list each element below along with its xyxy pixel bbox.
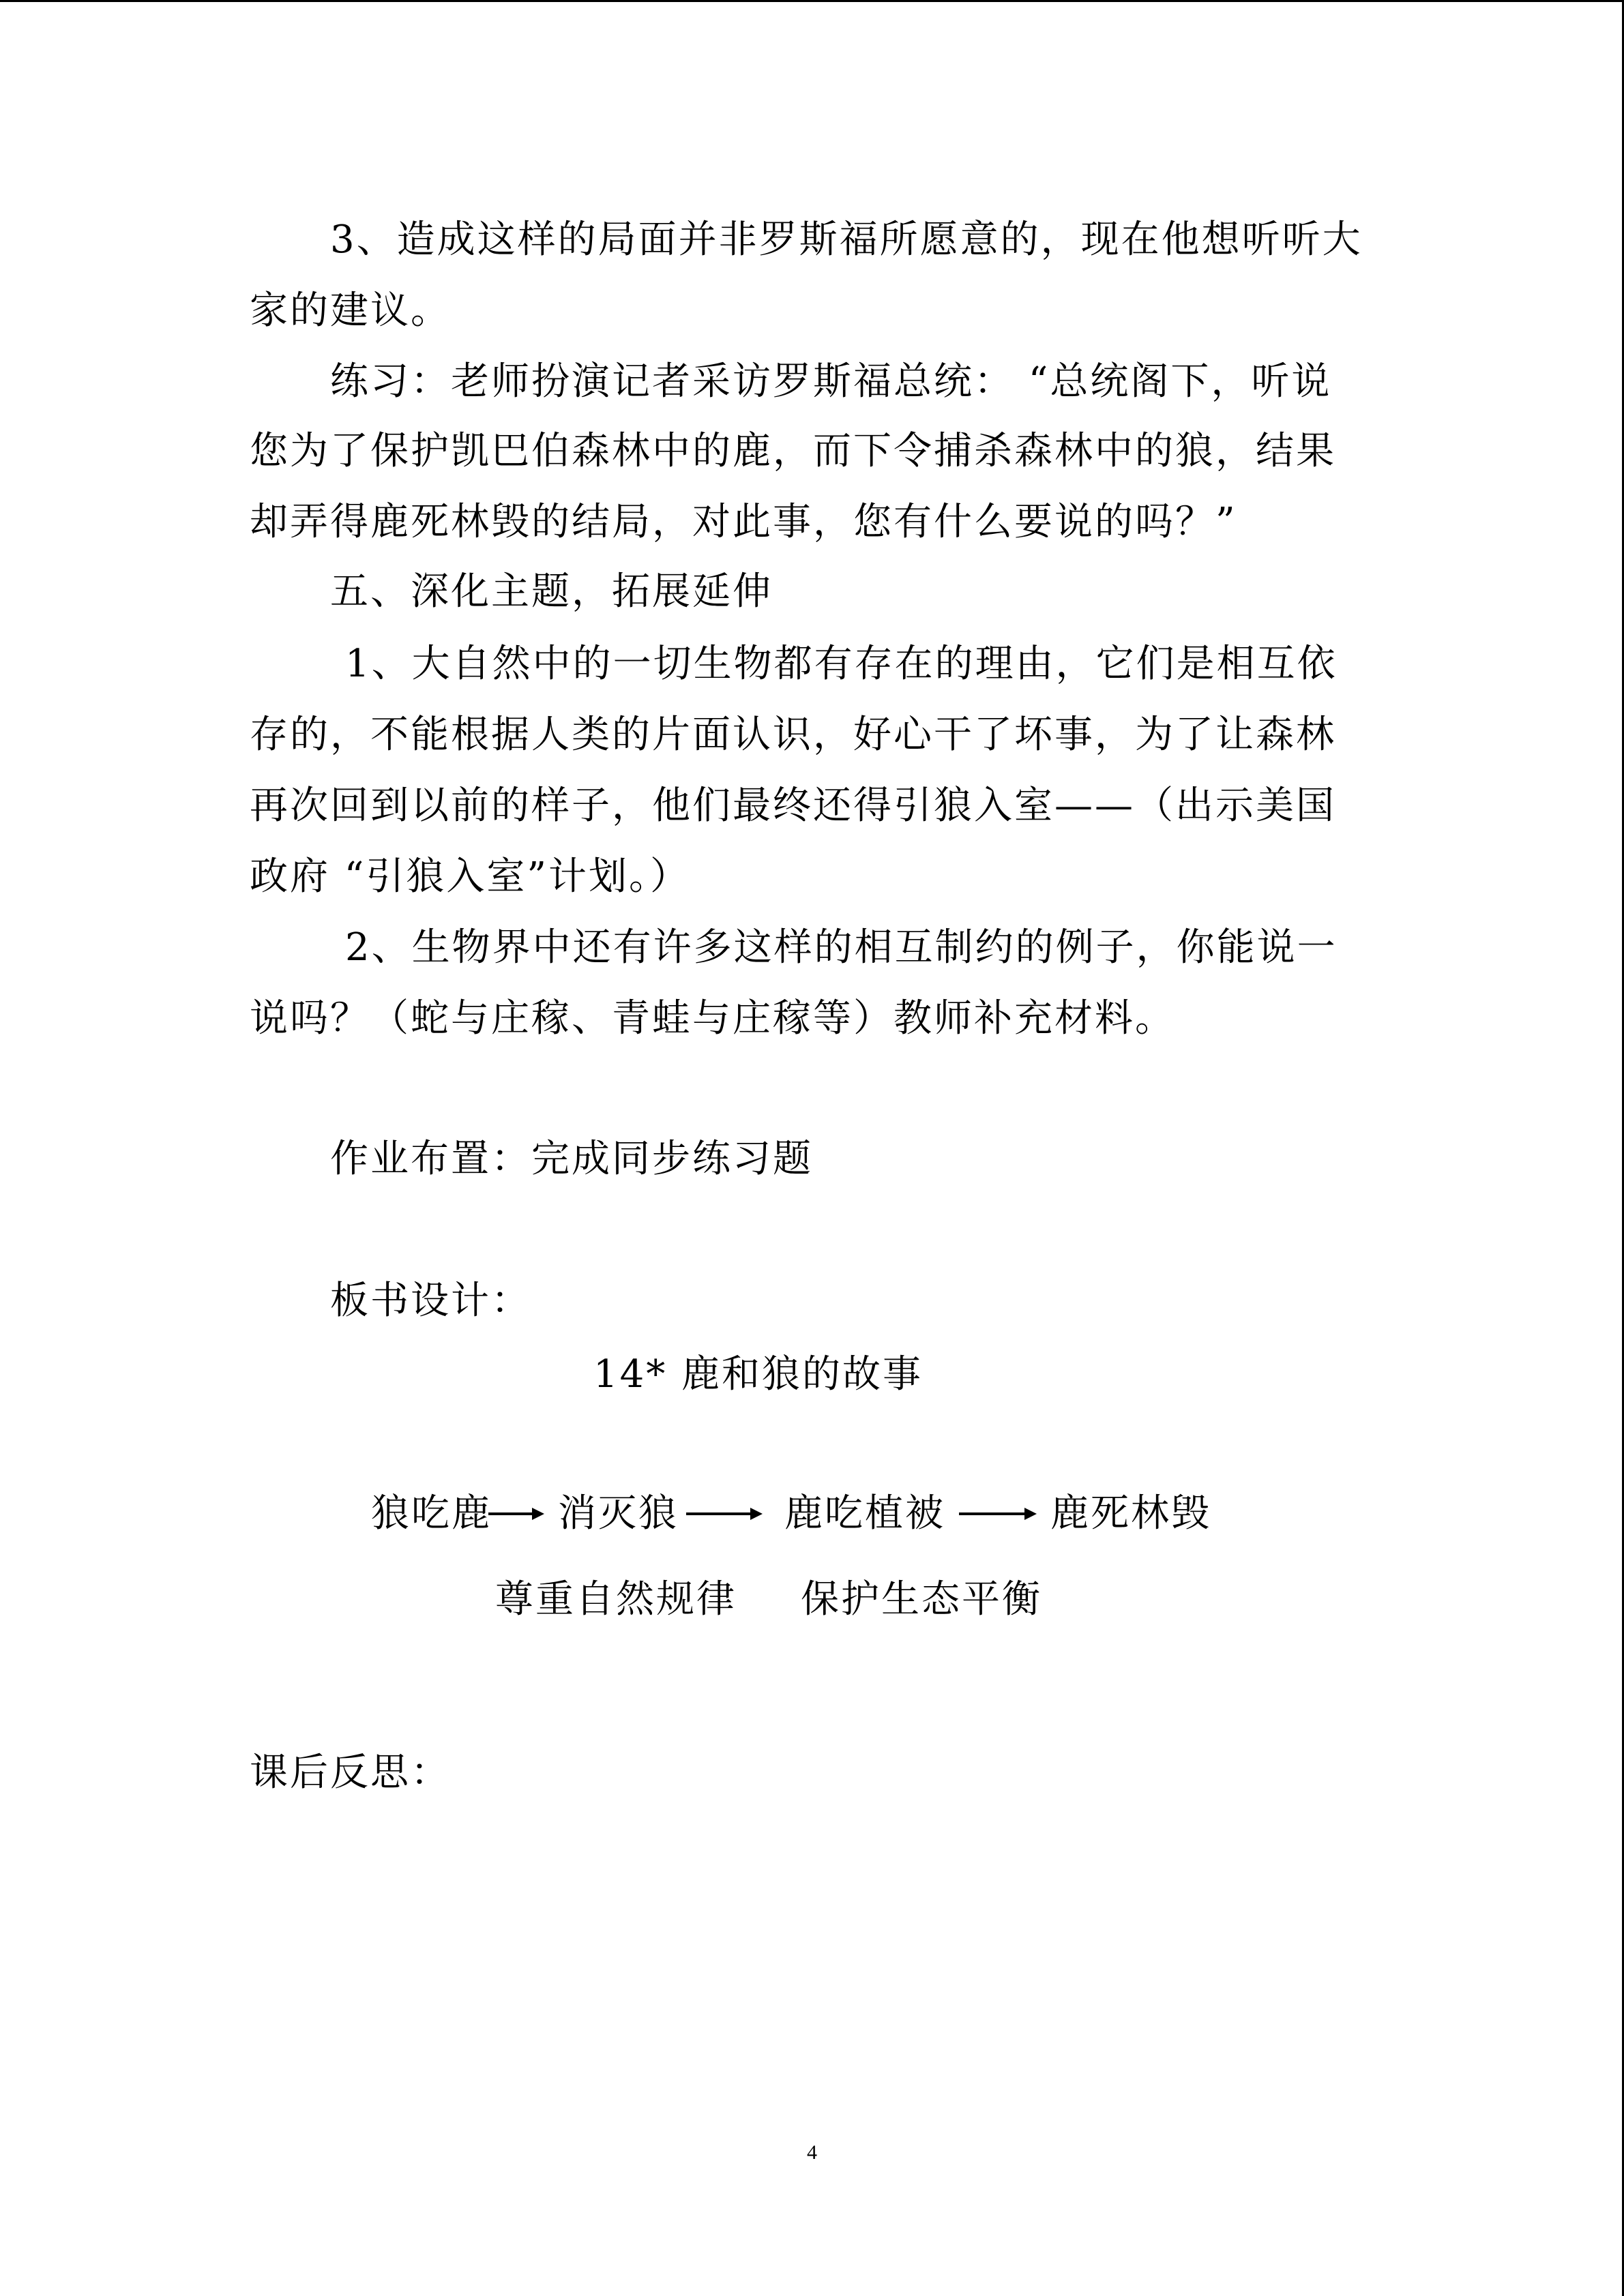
section-5-item-2-line-1: 2、生物界中还有许多这样的相互制约的例子，你能说一 bbox=[345, 925, 1338, 970]
section-5-item-1-line-4: 政府 “引狼入室”计划。） bbox=[250, 854, 691, 899]
flow-step-2: 消灭狼 bbox=[558, 1491, 679, 1536]
section-5-item-1-line-1: 1、大自然中的一切生物都有存在的理由，它们是相互依 bbox=[345, 642, 1338, 686]
paragraph-3-line-1: 3、造成这样的局面并非罗斯福所愿意的，现在他想听听大 bbox=[330, 218, 1363, 262]
homework-line: 作业布置：完成同步练习题 bbox=[330, 1137, 813, 1181]
lesson-title: 14* 鹿和狼的故事 bbox=[593, 1352, 924, 1397]
flow-arrow-3-icon bbox=[958, 1500, 1038, 1527]
practice-line-2: 您为了保护凯巴伯森林中的鹿，而下令捕杀森林中的狼，结果 bbox=[250, 429, 1336, 473]
practice-line-3: 却弄得鹿死林毁的结局，对此事，您有什么要说的吗？” bbox=[250, 500, 1237, 544]
section-5-heading: 五、深化主题，拓展延伸 bbox=[330, 569, 773, 614]
flow-step-3: 鹿吃植被 bbox=[784, 1491, 945, 1536]
board-design-label: 板书设计： bbox=[330, 1279, 531, 1323]
flow-arrow-2-icon bbox=[685, 1500, 764, 1527]
page-top-border bbox=[0, 0, 1624, 2]
section-5-item-1-line-3: 再次回到以前的样子，他们最终还得引狼入室——（出示美国 bbox=[250, 784, 1336, 828]
section-5-item-2-line-2: 说吗？（蛇与庄稼、青蛙与庄稼等）教师补充材料。 bbox=[250, 996, 1175, 1041]
page-number: 4 bbox=[807, 2141, 817, 2164]
practice-line-1: 练习：老师扮演记者采访罗斯福总统： “总统阁下，听说 bbox=[330, 359, 1332, 404]
board-theme-right: 保护生态平衡 bbox=[801, 1577, 1042, 1622]
flow-step-1: 狼吃鹿 bbox=[371, 1491, 492, 1536]
section-5-item-1-line-2: 存的，不能根据人类的片面认识，好心干了坏事，为了让森林 bbox=[250, 713, 1336, 757]
flow-arrow-1-icon bbox=[487, 1500, 546, 1527]
reflection-label: 课后反思： bbox=[250, 1750, 451, 1795]
flow-step-4: 鹿死林毁 bbox=[1050, 1491, 1211, 1536]
board-theme-left: 尊重自然规律 bbox=[495, 1577, 737, 1622]
paragraph-3-line-2: 家的建议。 bbox=[250, 288, 451, 333]
